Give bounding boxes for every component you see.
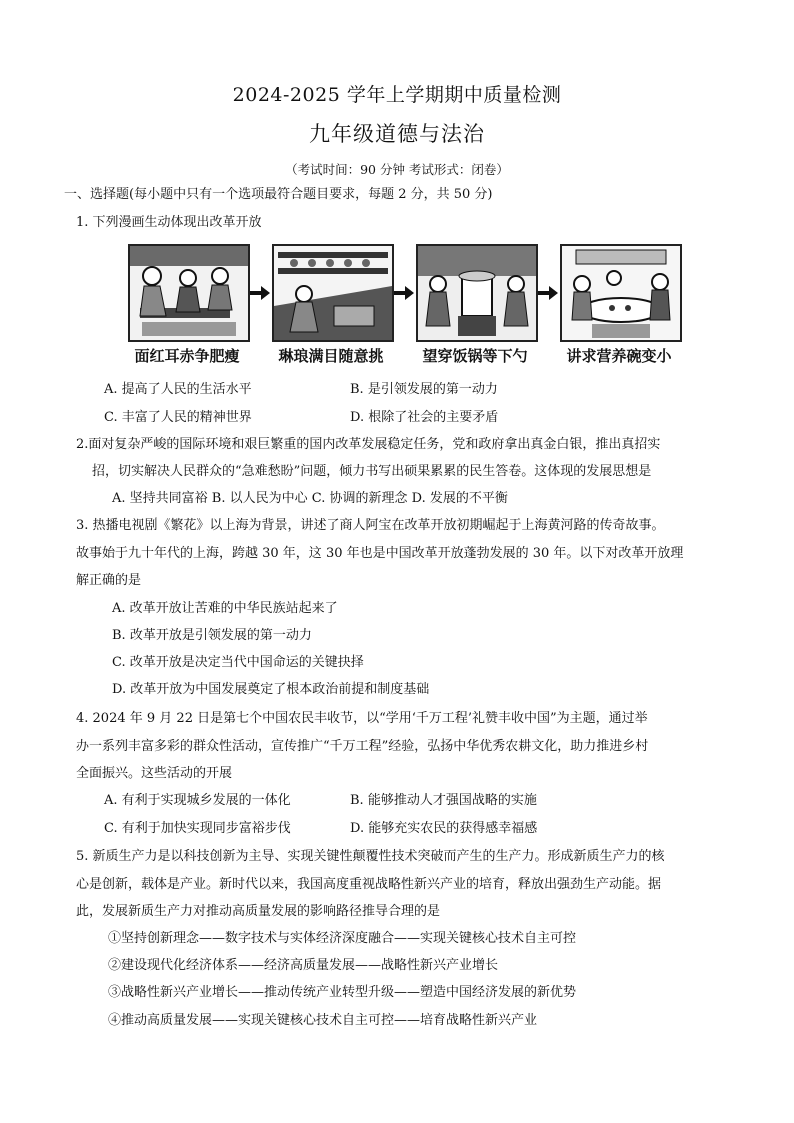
q3-option-b: B. 改革开放是引领发展的第一动力 xyxy=(112,628,312,643)
comic-panel-1 xyxy=(128,244,250,342)
q3-line-1: 3. 热播电视剧《繁花》以上海为背景，讲述了商人阿宝在改革开放初期崛起于上海黄河路的传奇故事。 xyxy=(76,518,665,533)
q1-option-c: C. 丰富了人民的精神世界 xyxy=(104,410,252,425)
q4-option-d: D. 能够充实农民的获得感幸福感 xyxy=(350,821,538,836)
q3-option-d: D. 改革开放为中国发展奠定了根本政治前提和制度基础 xyxy=(112,682,430,697)
arrow-right-icon xyxy=(250,286,270,300)
q5-item-1: ①坚持创新理念——数字技术与实体经济深度融合——实现关键核心技术自主可控 xyxy=(108,931,577,946)
q4-option-c: C. 有利于加快实现同步富裕步伐 xyxy=(104,821,291,836)
q2-options: A. 坚持共同富裕 B. 以人民为中心 C. 协调的新理念 D. 发展的不平衡 xyxy=(112,491,508,506)
q2-line-1: 2.面对复杂严峻的国际环境和艰巨繁重的国内改革发展稳定任务，党和政府拿出真金白银，推出真招实 xyxy=(76,437,661,452)
q5-line-1: 5. 新质生产力是以科技创新为主导、实现关键性颠覆性技术突破而产生的生产力。形成新质生产力的核 xyxy=(76,849,665,864)
exam-title: 2024-2025 学年上学期期中质量检测 xyxy=(232,84,562,106)
comic-panel-4 xyxy=(560,244,682,342)
q1-option-d: D. 根除了社会的主要矛盾 xyxy=(350,410,499,425)
q3-option-c: C. 改革开放是决定当代中国命运的关键抉择 xyxy=(112,655,364,670)
q1-option-b: B. 是引领发展的第一动力 xyxy=(350,382,498,397)
q4-line-1: 4. 2024 年 9 月 22 日是第七个中国农民丰收节，以“学用‘千万工程’礼赞丰收中国”为主题，通过举 xyxy=(76,711,648,726)
q5-line-3: 此，发展新质生产力对推动高质量发展的影响路径推导合理的是 xyxy=(76,904,441,919)
exam-info: （考试时间：90 分钟 考试形式：闭卷） xyxy=(285,162,509,177)
arrow-right-icon xyxy=(394,286,414,300)
exam-subject: 九年级道德与法治 xyxy=(309,122,485,146)
q5-item-3: ③战略性新兴产业增长——推动传统产业转型升级——塑造中国经济发展的新优势 xyxy=(108,985,577,1000)
comic-caption-4: 讲求营养碗变小 xyxy=(566,347,672,365)
comic-strip xyxy=(122,244,682,374)
q4-line-2: 办一系列丰富多彩的群众性活动，宣传推广“千万工程”经验，弘扬中华优秀农耕文化，助力推进乡村 xyxy=(76,739,649,754)
q3-option-a: A. 改革开放让苦难的中华民族站起来了 xyxy=(112,601,338,616)
q4-option-b: B. 能够推动人才强国战略的实施 xyxy=(350,793,537,808)
comic-caption-2: 琳琅满目随意挑 xyxy=(278,347,384,365)
arrow-right-icon xyxy=(538,286,558,300)
q1-option-a: A. 提高了人民的生活水平 xyxy=(104,382,252,397)
comic-caption-1: 面红耳赤争肥瘦 xyxy=(134,347,240,365)
q4-line-3: 全面振兴。这些活动的开展 xyxy=(76,766,233,781)
q5-item-2: ②建设现代化经济体系——经济高质量发展——战略性新兴产业增长 xyxy=(108,958,499,973)
comic-caption-3: 望穿饭锅等下勺 xyxy=(422,347,528,365)
comic-panel-3 xyxy=(416,244,538,342)
q3-line-3: 解正确的是 xyxy=(76,573,142,588)
q5-item-4: ④推动高质量发展——实现关键核心技术自主可控——培育战略性新兴产业 xyxy=(108,1013,538,1028)
q5-line-2: 心是创新，载体是产业。新时代以来，我国高度重视战略性新兴产业的培育，释放出强劲生产动能。据 xyxy=(76,877,662,892)
q4-option-a: A. 有利于实现城乡发展的一体化 xyxy=(104,793,291,808)
section-heading: 一、选择题(每小题中只有一个选项最符合题目要求，每题 2 分，共 50 分) xyxy=(64,187,493,202)
q1-stem: 1. 下列漫画生动体现出改革开放 xyxy=(76,215,262,230)
q2-line-2: 招，切实解决人民群众的“急难愁盼”问题，倾力书写出硕果累累的民生答卷。这体现的发展思想是 xyxy=(92,464,652,479)
q3-line-2: 故事始于九十年代的上海，跨越 30 年，这 30 年也是中国改革开放蓬勃发展的 30 年。以下对改革开放理 xyxy=(76,546,684,561)
comic-panel-2 xyxy=(272,244,394,342)
